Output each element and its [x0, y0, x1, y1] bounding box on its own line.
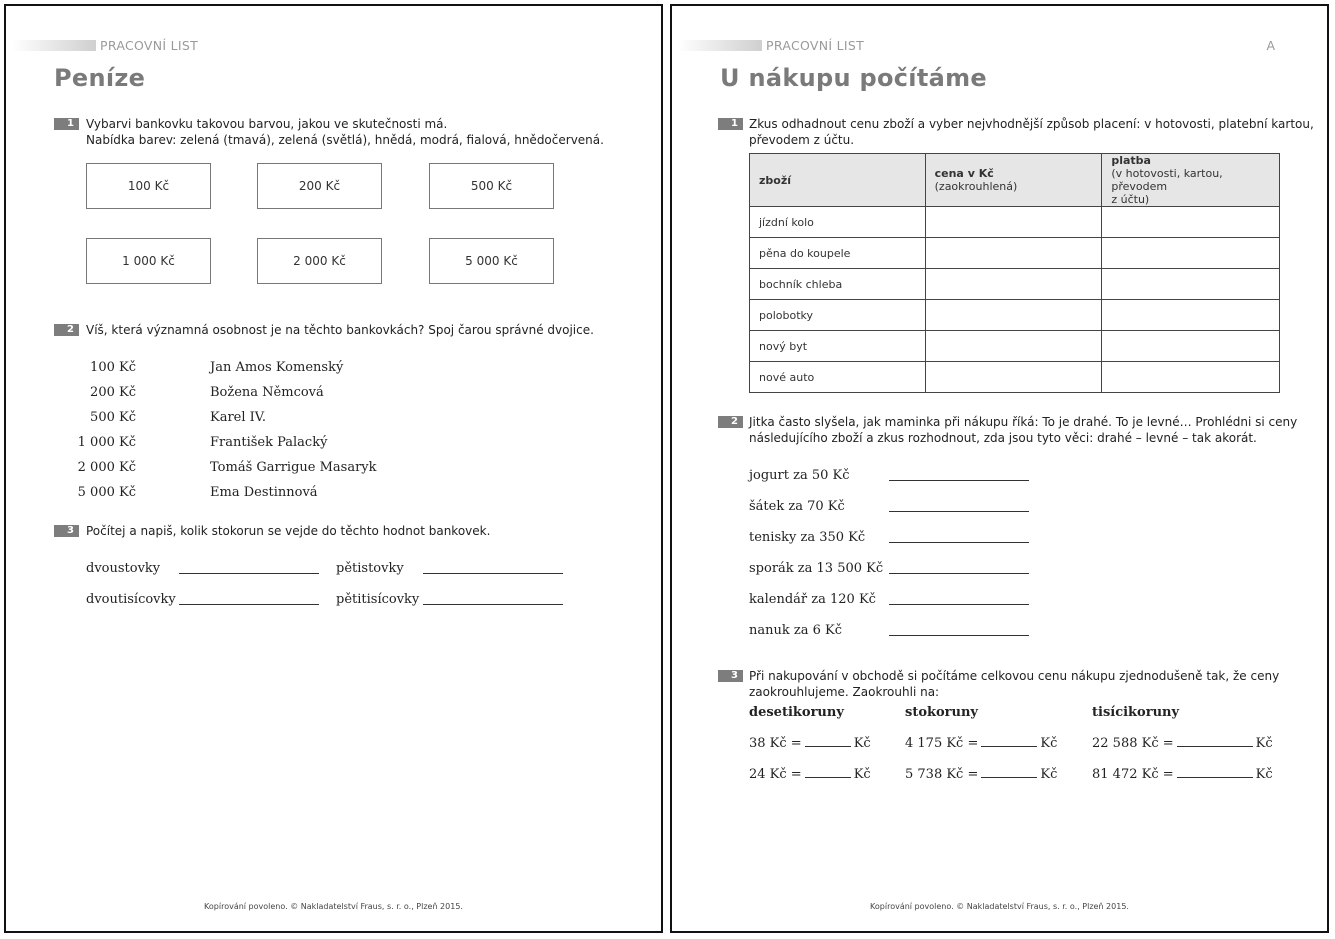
page-title: U nákupu počítáme	[720, 64, 987, 92]
unit: Kč	[1040, 767, 1058, 782]
column-heading: desetikoruny	[749, 705, 844, 720]
goods-cell: nový byt	[750, 331, 926, 362]
banknote-box[interactable]: 200 Kč	[257, 163, 382, 209]
task-line: zaokrouhlujeme. Zaokrouhli na:	[749, 685, 940, 699]
task-line: Zkus odhadnout cenu zboží a vyber nejvhodnější způsob placení: v hotovosti, platební kartou,	[749, 117, 1314, 131]
table-row	[750, 331, 1280, 362]
copyright-footer: Kopírování povoleno. © Nakladatelství Fraus, s. r. o., Plzeň 2015.	[204, 902, 463, 911]
price-cell[interactable]	[925, 207, 1102, 238]
expression: 4 175 Kč =	[905, 736, 979, 751]
column-title: zboží	[759, 173, 792, 187]
answer-line[interactable]	[889, 635, 1029, 636]
price-cell[interactable]	[925, 362, 1102, 393]
rounding-exercise	[1092, 736, 1273, 751]
goods-cell: jízdní kolo	[750, 207, 926, 238]
copyright-footer: Kopírování povoleno. © Nakladatelství Fraus, s. r. o., Plzeň 2015.	[870, 902, 1129, 911]
answer-line[interactable]	[179, 573, 319, 574]
answer-line[interactable]	[889, 573, 1029, 574]
banknote-box[interactable]: 2 000 Kč	[257, 238, 382, 284]
unit: Kč	[1040, 736, 1058, 751]
table-header-cell	[925, 154, 1102, 207]
task-number: 2	[718, 416, 743, 428]
goods-cell: nové auto	[750, 362, 926, 393]
person-name[interactable]: Jan Amos Komenský	[210, 360, 344, 375]
goods-cell: bochník chleba	[750, 269, 926, 300]
worksheet-page-left	[4, 4, 663, 933]
task-number: 3	[54, 525, 79, 537]
person-name[interactable]: František Palacký	[210, 435, 328, 450]
table-header-cell	[750, 154, 926, 207]
goods-table	[749, 153, 1280, 393]
column-subtitle: z účtu)	[1111, 193, 1150, 206]
expression: 5 738 Kč =	[905, 767, 979, 782]
answer-line[interactable]	[423, 604, 563, 605]
banknote-value[interactable]: 500 Kč	[90, 410, 136, 425]
banknote-value[interactable]: 2 000 Kč	[77, 460, 136, 475]
answer-line[interactable]	[981, 746, 1037, 747]
table-row	[750, 238, 1280, 269]
rounding-exercise	[749, 767, 871, 782]
header-label: PRACOVNÍ LIST	[766, 38, 865, 53]
page-title: Peníze	[54, 64, 146, 92]
payment-cell[interactable]	[1102, 238, 1280, 269]
person-name[interactable]: Tomáš Garrigue Masaryk	[210, 460, 377, 475]
unit: Kč	[1255, 736, 1273, 751]
goods-cell: polobotky	[750, 300, 926, 331]
answer-label: pětistovky	[336, 561, 404, 576]
payment-cell[interactable]	[1102, 207, 1280, 238]
answer-line[interactable]	[423, 573, 563, 574]
price-cell[interactable]	[925, 300, 1102, 331]
unit: Kč	[1255, 767, 1273, 782]
unit: Kč	[853, 736, 871, 751]
banknote-box[interactable]: 100 Kč	[86, 163, 211, 209]
table-header-row	[750, 154, 1280, 207]
answer-line[interactable]	[981, 777, 1037, 778]
answer-line[interactable]	[889, 511, 1029, 512]
table-row	[750, 300, 1280, 331]
banknote-box[interactable]: 1 000 Kč	[86, 238, 211, 284]
column-title: cena v Kč	[934, 167, 994, 180]
column-subtitle: (zaokrouhlená)	[934, 180, 1018, 193]
column-title: platba	[1111, 154, 1151, 167]
goods-item: sporák za 13 500 Kč	[749, 561, 884, 576]
goods-item: nanuk za 6 Kč	[749, 623, 843, 638]
price-cell[interactable]	[925, 269, 1102, 300]
expression: 24 Kč =	[749, 767, 802, 782]
goods-item: jogurt za 50 Kč	[749, 468, 850, 483]
answer-line[interactable]	[1177, 777, 1253, 778]
column-heading: tisícikoruny	[1092, 705, 1180, 720]
expression: 81 472 Kč =	[1092, 767, 1174, 782]
task-instruction: Počítej a napiš, kolik stokorun se vejde do těchto hodnot bankovek.	[86, 524, 491, 538]
answer-line[interactable]	[889, 604, 1029, 605]
goods-cell: pěna do koupele	[750, 238, 926, 269]
answer-label: dvoutisícovky	[86, 592, 176, 607]
worksheet-variant: A	[1266, 38, 1275, 53]
answer-line[interactable]	[805, 746, 851, 747]
answer-label: dvoustovky	[86, 561, 161, 576]
goods-item: tenisky za 350 Kč	[749, 530, 866, 545]
rounding-exercise	[1092, 767, 1273, 782]
task-line: Vybarvi bankovku takovou barvou, jakou ve skutečnosti má.	[86, 117, 448, 131]
banknote-value[interactable]: 1 000 Kč	[77, 435, 136, 450]
expression: 38 Kč =	[749, 736, 802, 751]
payment-cell[interactable]	[1102, 300, 1280, 331]
banknote-value[interactable]: 200 Kč	[90, 385, 136, 400]
table-row	[750, 269, 1280, 300]
payment-cell[interactable]	[1102, 362, 1280, 393]
banknote-value[interactable]: 100 Kč	[90, 360, 136, 375]
task-line: převodem z účtu.	[749, 133, 855, 147]
task-number: 1	[54, 118, 79, 130]
banknote-box[interactable]: 5 000 Kč	[429, 238, 554, 284]
table-row	[750, 207, 1280, 238]
answer-label: pětitisícovky	[336, 592, 420, 607]
unit: Kč	[853, 767, 871, 782]
answer-line[interactable]	[179, 604, 319, 605]
expression: 22 588 Kč =	[1092, 736, 1174, 751]
worksheet-page-right	[670, 4, 1329, 933]
person-name[interactable]: Karel IV.	[210, 410, 267, 425]
task-instruction	[749, 414, 1297, 446]
header-label: PRACOVNÍ LIST	[100, 38, 199, 53]
rounding-exercise	[905, 736, 1057, 751]
task-number: 3	[718, 670, 743, 682]
task-number: 1	[718, 118, 743, 130]
task-instruction: Víš, která významná osobnost je na těchto bankovkách? Spoj čarou správné dvojice.	[86, 323, 594, 337]
task-line: následujícího zboží a zkus rozhodnout, zda jsou tyto věci: drahé – levné – tak akorát.	[749, 431, 1257, 445]
rounding-exercise	[749, 736, 871, 751]
task-number: 2	[54, 324, 79, 336]
payment-cell[interactable]	[1102, 269, 1280, 300]
banknote-box[interactable]: 500 Kč	[429, 163, 554, 209]
answer-line[interactable]	[1177, 746, 1253, 747]
task-line: Při nakupování v obchodě si počítáme celkovou cenu nákupu zjednodušeně tak, že ceny	[749, 669, 1280, 683]
goods-item: kalendář za 120 Kč	[749, 592, 876, 607]
task-instruction	[749, 116, 1314, 148]
goods-item: šátek za 70 Kč	[749, 499, 845, 514]
price-cell[interactable]	[925, 331, 1102, 362]
task-line: Jitka často slyšela, jak maminka při nákupu říká: To je drahé. To je levné… Prohlédni si ceny	[749, 415, 1298, 429]
task-instruction	[86, 116, 604, 148]
payment-cell[interactable]	[1102, 331, 1280, 362]
header-bar	[678, 40, 762, 51]
banknote-value[interactable]: 5 000 Kč	[77, 485, 136, 500]
price-cell[interactable]	[925, 238, 1102, 269]
rounding-exercise	[905, 767, 1057, 782]
table-header-cell	[1102, 154, 1280, 207]
column-heading: stokoruny	[905, 705, 978, 720]
person-name[interactable]: Božena Němcová	[210, 385, 324, 400]
table-row	[750, 362, 1280, 393]
answer-line[interactable]	[805, 777, 851, 778]
column-subtitle: (v hotovosti, kartou, převodem	[1111, 167, 1223, 193]
answer-line[interactable]	[889, 480, 1029, 481]
header-bar	[12, 40, 96, 51]
task-line: Nabídka barev: zelená (tmavá), zelená (světlá), hnědá, modrá, fialová, hnědočervená.	[86, 133, 604, 147]
person-name[interactable]: Ema Destinnová	[210, 485, 318, 500]
task-instruction	[749, 668, 1279, 700]
answer-line[interactable]	[889, 542, 1029, 543]
